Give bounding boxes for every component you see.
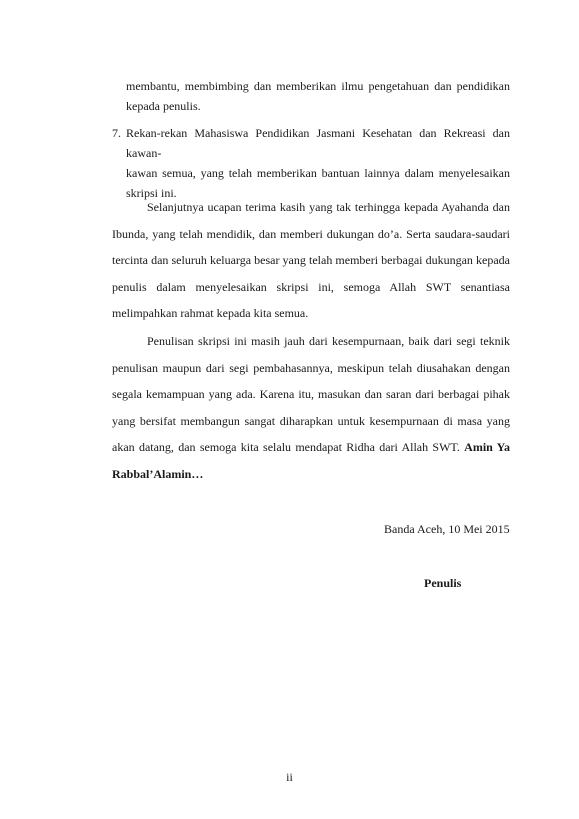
signoff-author: Penulis xyxy=(424,576,462,590)
paragraph-closing xyxy=(112,328,510,487)
paragraph-1-line-4: penulis dalam menyelesaikan skripsi ini, semoga Allah SWT senantiasa xyxy=(112,279,510,294)
list-item-7-line-1: Rekan-rekan Mahasiswa Pendidikan Jasmani Kesehatan dan Rekreasi dan kawan- xyxy=(126,126,510,160)
list-item-6-line-1: membantu, membimbing dan memberikan ilmu pengetahuan dan pendidikan xyxy=(126,79,510,93)
paragraph-2-line-1: Penulisan skripsi ini masih jauh dari kesempurnaan, baik dari segi teknik xyxy=(147,334,510,348)
paragraph-1-line-5: melimpahkan rahmat kepada kita semua. xyxy=(112,306,309,320)
paragraph-1-line-2: Ibunda, yang telah mendidik, dan memberi dukungan do’a. Serta saudara-saudari xyxy=(112,226,510,241)
paragraph-2-line-3: segala kemampuan yang ada. Karena itu, masukan dan saran dari berbagai pihak xyxy=(112,387,510,401)
paragraph-2-line-2: penulisan maupun dari segi pembahasannya, meskipun telah diusahakan dengan xyxy=(112,360,510,375)
list-item-6-line-2: kepada penulis. xyxy=(126,99,201,113)
page-number: ii xyxy=(286,770,293,784)
closing-prayer-part-2: Rabbal’Alamin… xyxy=(112,466,204,481)
signoff-place-date: Banda Aceh, 10 Mei 2015 xyxy=(384,522,510,536)
paragraph-1-line-1: Selanjutnya ucapan terima kasih yang tak terhingga kepada Ayahanda dan xyxy=(147,200,510,214)
list-item-7-line-3: skripsi ini. xyxy=(126,186,177,200)
list-item-7-line-2: kawan semua, yang telah memberikan bantuan lainnya dalam menyelesaikan xyxy=(126,166,510,180)
list-item-7-body xyxy=(126,123,510,203)
closing-prayer-part-1: Amin Ya xyxy=(464,440,511,454)
paragraph-2-line-4: yang bersifat membangun sangat diharapkan untuk kesempurnaan di masa yang xyxy=(112,413,510,428)
paragraph-1-line-3: tercinta dan seluruh keluarga besar yang telah memberi berbagai dukungan kepada xyxy=(112,253,510,267)
list-item-7-number: 7. xyxy=(112,126,121,140)
list-item-6-continuation xyxy=(126,76,510,116)
paragraph-2-line-5: akan datang, dan semoga kita selalu mendapat Ridha dari Allah SWT. Amin Ya xyxy=(112,440,511,454)
paragraph-acknowledgement xyxy=(112,194,510,327)
